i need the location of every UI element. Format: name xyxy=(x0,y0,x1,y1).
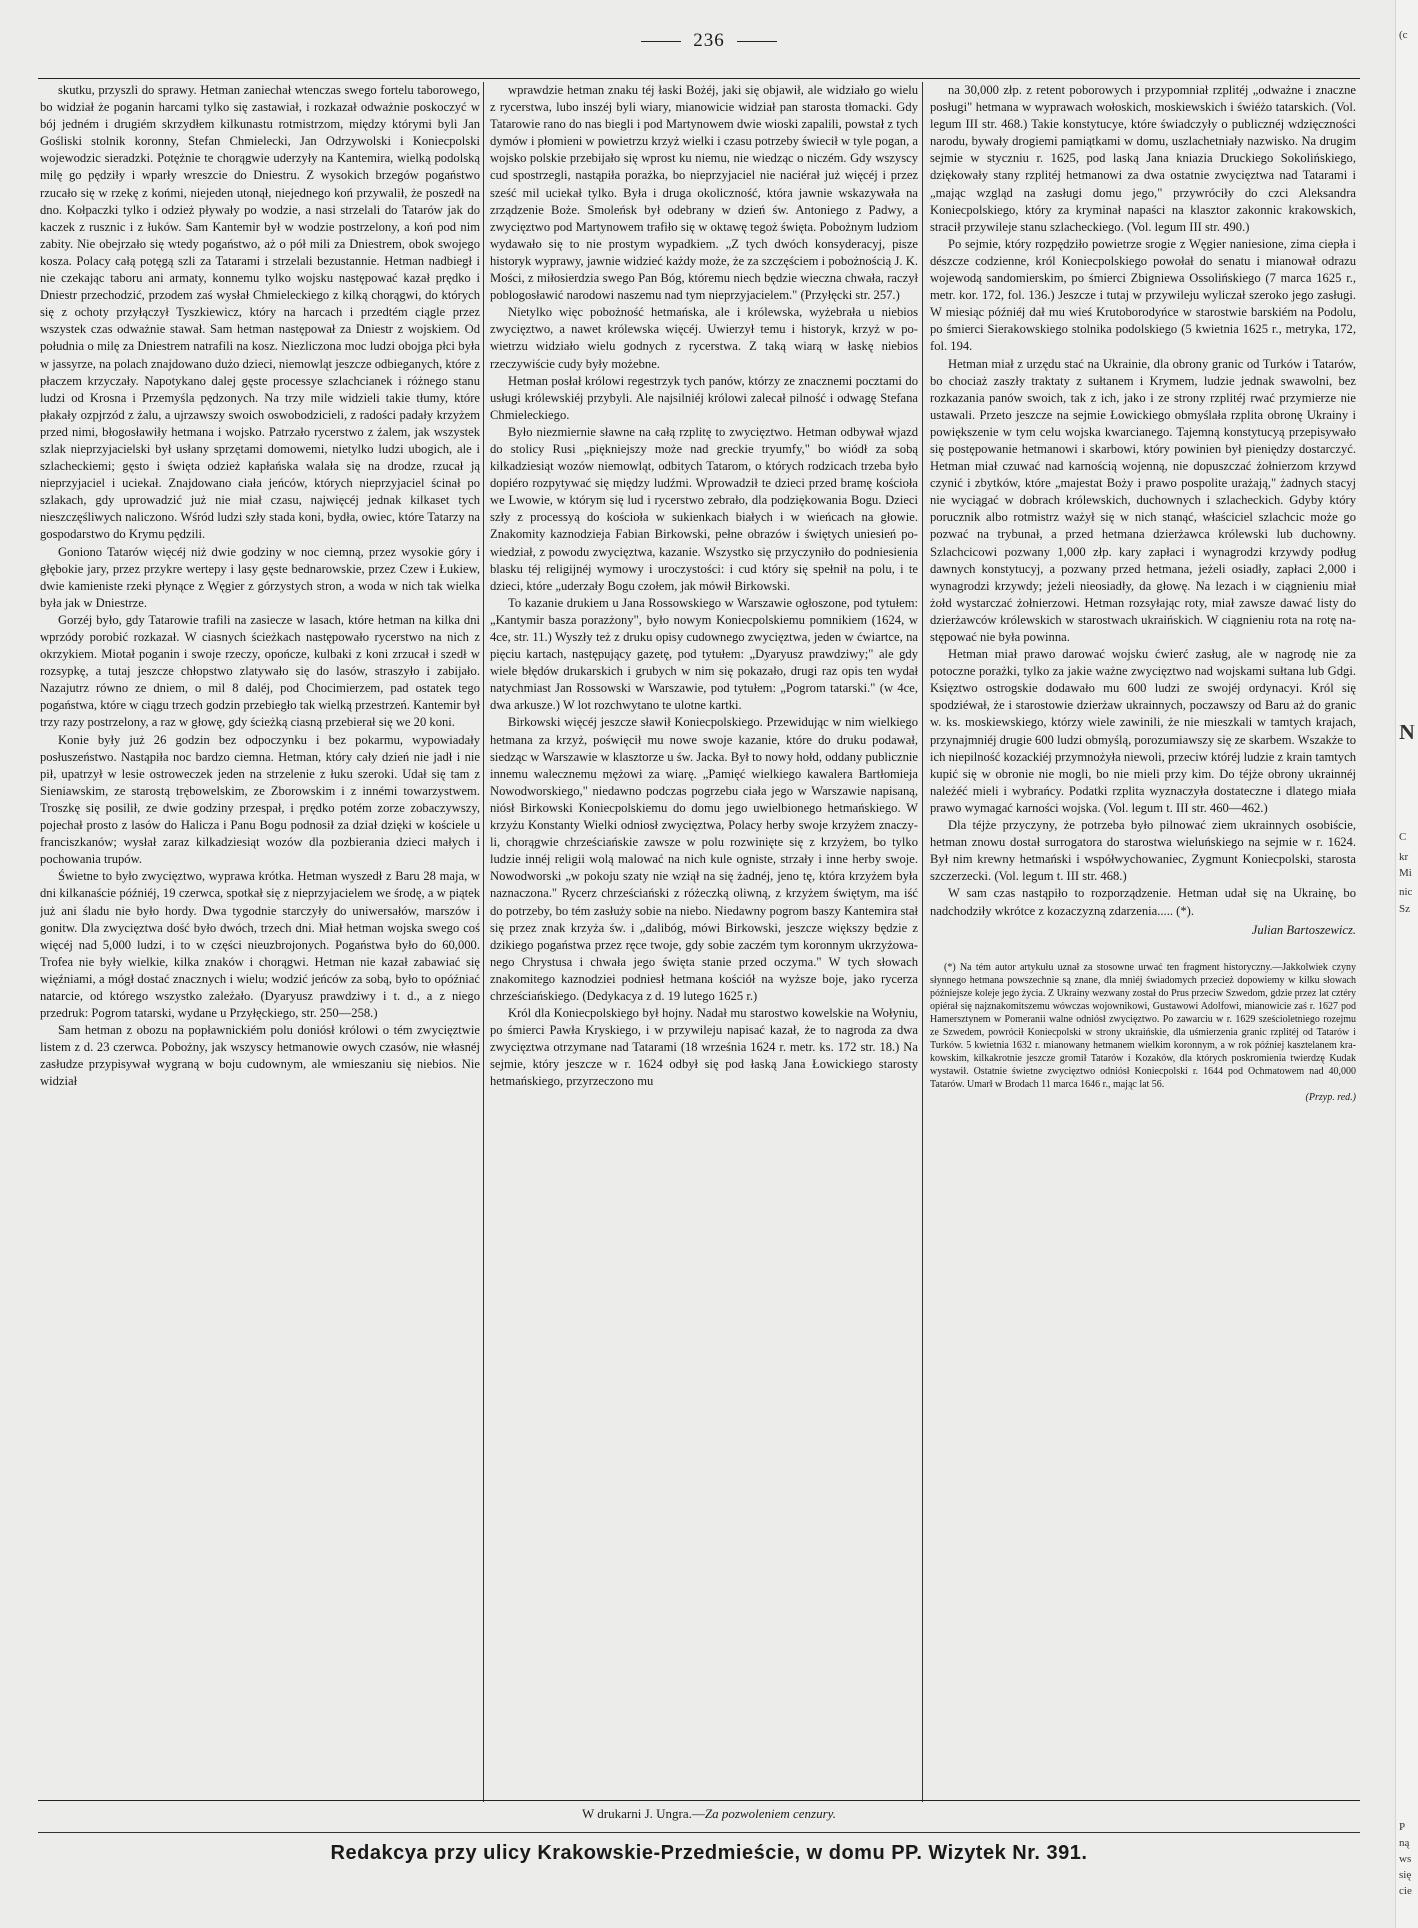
column-1 xyxy=(40,82,480,1798)
margin-fragment: N xyxy=(1399,725,1415,739)
column-1-paragraph: Konie były już 26 godzin bez odpoczynku i bez pokarmu, wypowiadały posłuszeństwo. Nastąpiła noc bardzo ciemna. Hetman, który cały dzień nie jadł i nie pił, upatrzył w lesie ostroweczek jeden na strzelenie z łuku szeroki. Udał się tam z Sieniawskim, ze starostą trębowelskim, ze Zborowskim i z innémi towarzystwem. Troszkę się posilił, ze dwie godziny przespał, i prędko potém zorze zobaczywszy, pojechał prosto z lasów do Halicza i Panu Bogu podnosił za dział dzięki w kościele u franciszkanów; wysłał zaraz kilkadziesiąt wozów dla pozbierania dzieci małych i pochowania trupów. xyxy=(40,732,480,867)
column-divider-1 xyxy=(483,82,484,1802)
column-3-paragraph: Hetman miał z urzędu stać na Ukrainie, dla obrony granic od Turków i Tatarów, bo chociaż zaszły traktaty z sułtanem i Krymem, ludzie jednak swawolni, bez rozkazania panów swoich, tak z ich, jako i ze strony rzplitéj rwać przymierze nie ustawali. Przeto jeszcze na sejmie Łowickiego obmyślała rzplita obronę Ukrainy i powiększenie w tym celu wojska kwarcianego. Tajemną konstytucyą przepisywało się postępowanie hetmanowi i skarbowi, który powinien był pieniędzy dostarczyć. Hetman miał czuwać nad karnością wojenną, nie dopuszczać żołnierzom krzywd czynić i zbytków, które „majestat Boży i prawo pospolite urażają," żadnych stacyj nie wyciągać w dobrach królewskich, duchownych i szlacheckich. Gdyby który porucznik albo rotmistrz ważył się w nich stanąć, właściciel szlachcic może go pozwać na trybunał, a przed hetmana dzierżawca królewski lub duchowny. Szlachcicowi pozwany 1,000 złp. kary zapłaci i wynagrodzi krzywdy podług dawnych konstytucyj, a pozwany przed hetmana, jeżeli osiadły, zapłaci 2,000 i wynagrodzi krzywdy; jeżeli nieosiadły, da głowę. Na lezach i w ciągnieniu miał żołd wystarczać żołnierzowi. Hetman rozsyłając roty, miał zawsze dawać listy do dzierżawców królewskich w starostwach ukraińskich. W ciągnieniu rota na rotę następować nie była powinna. xyxy=(930,356,1356,644)
column-2-paragraph: Nietylko więc pobożność hetmańska, ale i królewska, wyżebrała u niebios zwycięztwo, a nawet królewska więcéj. Uwierzył temu i historyk, krzyż w powietrzu widziało wielu godnych z rycerstwa. Z taką wiarą w łaskę niebios rzeczywiście cudy były możebne. xyxy=(490,305,918,371)
column-1-paragraph: Świetne to było zwycięztwo, wyprawa krótka. Hetman wyszedł z Baru 28 maja, w dni kilkanaście późniéj, 19 czerwca, spotkał się z nieprzyjacielem we środę, a w piątek już ani śladu nie było hordy. Dwa tygodnie starczyły do uniwersałów, marszów i gonitw. Dla zwycięztwa dość było dwóch, trzech dni. Miał hetman wojska swego coś więcéj nad 5,000 ludzi, i to w części nieuzbrojonych. Pogaństwa było do 60,000. Trofea nie były wielkie, kilka znaków i chorągwi. Hetman nie kazał zabawiać się więźniami, a mógł dostać znacznych i wielu; wodzić jeńców za sobą, było to opóźniać natarcie, od którego wszystko zależało. (Dyaryusz prawdziwy i t. d., a z niego przedruk: Pogrom tatarski, wydane u Przyłęckiego, str. 250—258.) xyxy=(40,869,480,1021)
printer-line xyxy=(0,1806,1418,1822)
page-number-text: 236 xyxy=(693,30,725,51)
top-rule xyxy=(38,78,1360,79)
column-3 xyxy=(930,82,1356,1798)
editor-footnote xyxy=(930,961,1356,1104)
column-1-paragraph: skutku, przyszli do sprawy. Hetman zaniechał wtenczas swego fortelu taborowego, bo widział że poganin harcami tylko się zastawiał, i rozkazał odważnie poskoczyć w bój jedném i drugiém skrzydłem kilkunastu rotmistrzom, między którymi byli Jan Gośliski stolnik koronny, Stefan Chmielecki, Jan Odrzywolski i Koniecpolski wojewodzic sieradzki. Potężnie te chorągwie uderzyły na Kantemira, wielką podolską milę go pędziły i wparły wreszcie do Dniestru. Z wysokich brzegów pogaństwo rzucało się w rzekę z końmi, niejeden utonął, niejednego koń przywalił, że poszedł na dno. Kołpaczki tylko i odzież pływały po wodzie, a nasi strzelali do Tatarów jak do kaczek z rusznic i z łuków. Sam Kantemir był w wodzie postrzelony, a koń pod nim zabity. Nie obejrzało się wtedy pogaństwo, aż o pół mili za Dniestrem, obok swojego kosza. Polacy całą potęgą szli za Tatarami i strzelali bezustannie. Hetman nadbiegł i nie czekając taboru ani armaty, konnemu tylko wojsku następować kazał prędko i Dniestr przechodzić, przodem zaś wysłał Chmieleckiego z kilką chorągwi, do których się z ochoty przyłączył Tyszkiewicz, który na harcach i przedtém ciągle przez wszystek czas odważnie stawał. Sam hetman następował za Dniestr z wojskiem. Od południa o milę za Dniestrem natrafili na kosz. Niezliczona moc ludzi obojga płci była w jassyrze, na polach znajdowano dużo dzieci, niemowląt jeszcze odbieganych, które z płaczem krzyczały. Napotykano dalej gęste processye szlachcianek i różnego stanu ludzi od Krosna i Przemyśla pędzonych. Na trzy mile widzieli takie tłumy, które płakały ozpjrzód z żalu, a ujrzawszy swoich oswobodzicieli, z radości padały krzyżem przed nimi, błogosławiły hetmana i wojsko. Patrzało rycerstwo z żalem, jak wszystek szlak nieprzyjacielski był usłany sprzętami domowemi, nietylko ludzi ubogich, ale i szlacheckiemi; gęsto i święta odzież kapłańska walała się na drodze, rzucał ją nieprzyjaciel i uciekał. Znajdowano ciała jeńców, których nieprzyjaciel ścinał po szlakach, gdy uprowadzić już nie miał czasu, najwięcéj jednak kilkaset tych nieszczęśliwych naliczono. Wśród ludzi szły stada koni, bydła, owiec, które Tatarzy na gospodarstwo do Krymu pędzili. xyxy=(40,83,480,542)
column-3-paragraph: W sam czas nastąpiło to rozporządzenie. Hetman udał się na Ukrainę, bo nadchodziły wkrótce z kozaczyzną zdarzenia..... (*). xyxy=(930,886,1356,918)
column-2-paragraph: Hetman posłał królowi regestrzyk tych panów, którzy ze znacznemi pocztami do usługi królewskiéj przybyli. Ale najsilniéj królowi zalecał pilność i odwagę Stefana Chmieleckiego. xyxy=(490,373,918,422)
column-1-paragraph: Gorzéj było, gdy Tatarowie trafili na zasiecze w lasach, które hetman na kilka dni wprzódy porobić rozkazał. W ciasnych ścieżkach następowało rycerstwo na nich z okrzykiem. Miotał poganin i swoje rzeczy, opończe, kulbaki z koni zrzucał i szedł w rozsypkę, a tutaj jeszcze chłopstwo zlatywało się do lasów, straszyło i zabijało. Nazajutrz równo ze dniem, o mil 8 daléj, pod Chocimierzem, pad ostatek tego pogaństwa, które w ciągu trzech godzin przebiegło tak wielką przestrzeń. Kantemir był trzy razy postrzelony, a raz w głowę, gdy ścieżką ciasną przebierał się we 20 koni. xyxy=(40,612,480,730)
column-2-paragraph: wprawdzie hetman znaku téj łaski Bożéj, jaki się objawił, ale widziało go wielu z rycerstwa, lubo inszéj byli wiary, mianowicie widział pan starosta tłomacki. Gdy Tatarowie rano do nas biegli i pod Martynowem dwie wioski zapalili, powstał z tych dymów i płomieni w powietrzu krzyż wielki i czasu potrzeby świecił w tyle pogan, a wojsko polskie przebijało się wprost ku niemu, nie wiedząc o niczém. Gdy wszyscy cud spostrzegli, nastąpiła porażka, bo nieprzyjaciel nie naciérał już więcéj i przez sześć mil uciekał tylko. Była i druga okoliczność, która jawnie wskazywała na zrządzenie Boże. Smoleńsk był odebrany w dzień św. Antoniego z Padwy, a zwycięztwo pod Martynowem trafiło się w oktawę tegoż święta. Pobożnym ludziom wydawało się to nie prostym wypadkiem. „Z tych dwóch konsyderacyj, pisze historyk wyprawy, jawnie widzieć każdy może, że za szczęściem i pobożnością J. K. Mości, z miłosierdzia swego Pan Bóg, któremu niech będzie wieczna chwała, raczył poblogosławić narodowi naszemu nad tym nieprzyjacielem." (Przyłęcki str. 257.) xyxy=(490,83,918,303)
column-2-paragraph: Król dla Koniecpolskiego był hojny. Nadał mu starostwo kowelskie na Wołyniu, po śmierci Pawła Kryskiego, i w przywileju napisać kazał, że to nagroda za dwa zwycięztwa otrzymane nad Tatarami (18 września 1624 r. metr. ks. 172 str. 18.) Na sejmie, który jeszcze w r. 1624 odbył się pod łaską Jana Łowickiego starosty hetmańskiego, przyrzeczono mu xyxy=(490,1006,918,1089)
margin-fragment: ws xyxy=(1399,1853,1412,1865)
margin-fragment: P xyxy=(1399,1821,1406,1833)
column-1-paragraph: Sam hetman z obozu na popławnickiém polu doniósł królowi o tém zwycięztwie listem z d. 23 czerwca. Pobożny, jak wszyscy hetmanowie owych czasów, nie własnéj zasłudze przypisywał wygraną w boju cudownym, ale wmieszaniu się niebios. Nie widział xyxy=(40,1023,480,1089)
page-number xyxy=(609,30,809,52)
footnote-credit: (Przyp. red.) xyxy=(1305,1091,1356,1103)
column-3-paragraph: Dla téjże przyczyny, że potrzeba było pilnować ziem ukrainnych osobiście, hetman znowu dostał surrogatora do starostwa wieluńskiego na sejmie w r. 1624. Był nim krewny hetmański i współwychowaniec, Zygmunt Koniecpolski, starosta szczerzecki. (Vol. legum t. III str. 468.) xyxy=(930,818,1356,884)
column-divider-2 xyxy=(922,82,923,1802)
column-2-paragraph: To kazanie drukiem u Jana Rossowskiego w Warszawie ogłoszone, pod tytułem: „Kantymir basza porazżony", było nowym Koniecpolskiemu pomnikiem (1624, w 4ce, str. 11.) Wyszły też z druku opisy cudownego zwycięztwa, jeden w ćwiartce, na pięciu kartach, następujący gazetę, pod tytułem: „Dyaryusz prawdziwy;" ale gdy wiele błędów drukarskich i grubych w nim się pokazało, drugi raz opis ten wydał natychmiast Jan Rossowski w Warszawie, pod tytułem: „Pogrom tatarski." (w 4ce, dwa arkusze.) W lot rozchwytano te ulotne kartki. xyxy=(490,595,918,713)
bottom-rule xyxy=(38,1800,1360,1801)
page-number-dash-right xyxy=(737,41,777,42)
margin-fragment: (c xyxy=(1399,29,1408,41)
margin-fragment: C xyxy=(1399,831,1407,843)
footnote-text: (*) Na tém autor artykułu uznał za stosowne urwać ten fragment historyczny.—Jakkolwiek czyny słynnego hetmana powszechnie są znane, dla mniéj świadomych przecież dopowiemy w kilku słowach późniejsze koleje jego życia. Z Ukrainy wezwany został do Prus przeciw Szwedom, gdzie przez lat cztéry opiérał się najznakomitszemu wówczas wojownikowi, Gustawowi Adolfowi, mianowicie zaś r. 1627 pod Hamersztynem w Pomeranii walne odniósł zwycięztwo. Po zawarciu w r. 1629 sześcioletniego rozejmu ze Szwedem, powrócił Koniecpolski w strony ukraińskie, dla uśmierzenia granic rzplitéj od Tatarów i Turków. 5 kwietnia 1632 r. mianowany hetmanem wielkim koronnym, a w rok później kasztelanem krakowskim, kilkakrotnie jeszcze gromił Tatarów i Kozaków, dla których poskromienia twierdzę Kudak wystawił. Ostatnie świetne zwycięztwo odniósł Koniecpolski r. 1644 pod Ochmatowem nad 40,000 Tatarów. Umarł w Brodach 11 marca 1646 r., mając lat 56. xyxy=(930,961,1356,1090)
censorship-note: Za pozwoleniem cenzury. xyxy=(704,1806,836,1821)
margin-fragment: cie xyxy=(1399,1885,1412,1897)
column-3-paragraph: Hetman miał prawo darować wojsku ćwierć zasług, ale w nagrodę nie za potoczne porażki, tylko za jakie ważne zwycięztwo nad wojskami sułtana lub Gdgi. Księztwo ostrogskie dodawało mu 600 ludzi ze swojéj ordynacyi. Król się spodziéwał, że i starostowie dzierżaw ukrainnych, poczawszy od Baru aż do granic w. ks. moskiewskiego, którzy wiele zawinili, że nie mieszkali w tamtych krajach, przynajmniéj drugie 600 ludzi obmyślą, porozumiawszy się ze skarbem. Wszakże to ich niepilność kozackiéj przymnożyła niewoli, przeciw któréj ludzie z krain tamtych kupić się w obronie nie mogli, bo nie mieli przy kim. Do téjże obrony ukrainnéj należéć mieli i wybrańcy. Podatki rzplita wyznaczyła dostateczne i dlatego miała prawo wymagać karności wojska. (Vol. legum t. III str. 460—462.) xyxy=(930,647,1356,815)
author-signature: Julian Bartoszewicz. xyxy=(1251,922,1356,937)
column-2-paragraph: Było niezmiernie sławne na całą rzplitę to zwycięztwo. Hetman odbywał wjazd do stolicy Rusi „piękniejszy może nad greckie tryumfy," bo wiódł za sobą kilkadziesiąt wozów niemowląt, odbitych Tatarom, o których rodzicach trzeba było dopiéro rozpytywać się między ludźmi. Wprowadził te dzieci przed bramę kościoła we Lwowie, w którym się lud i rycerstwo zebrało, dla podziękowania Bogu. Dzieci szły z processyą do kościoła w sukienkach białych i w wieńcach na głowie. Znakomity kaznodzieja Fabian Birkowski, pełne obrazów i świętych uniesień powiedział, z powodu zwycięztwa, kazanie. Wszystko się przyczyniło do podniesienia blasku téj religijnéj wymowy i uroczystości: i cud który się spełnił na polu, i te dzieci, które „uderzały Bogu czołem, jak mówił Birkowski. xyxy=(490,424,918,593)
printer-name: W drukarni J. Ungra.— xyxy=(582,1806,705,1821)
bottom-rule-2 xyxy=(38,1832,1360,1833)
page-number-dash-left xyxy=(641,41,681,42)
margin-fragment: kr xyxy=(1399,851,1409,863)
column-2-paragraph: Birkowski więcéj jeszcze sławił Koniecpolskiego. Przewidując w nim wielkiego hetmana za krzyż, poświęcił mu nowe swoje kazanie, które do druku podawał, siedząc w Warszawie w klasztorze u św. Jacka. Był to nowy hołd, oddany publicznie innemu walecznemu mężowi za wiarę. „Pamięć wielkiego kawalera Bartłomieja Nowodworskiego," niedawno podczas pogrzebu ciała jego w Warszawie napisaną, niósł Birkowski Koniecpolskiemu do domu jego uwielbionego hetmańskiego. W krzyżu Konstanty Wielki odniosł zwycięztwa, Polacy herby swoje krzyżem znaczyli, chorągwie chrześciańskie zawsze w polu rozwinięte się z krzyżem, bo tylko ludzie innéj religii wolą malować na nich kule ogniste, strzały i inne herby swoje. Nowodworski „w pokoju szaty nie wziął na się żadnéj, jeno tę, która krzyżem była naznaczona." Rycerz chrześciański z różeczką oliwną, z krzyżem świętym, ma iść do potrzeby, bo tém zasłuży sobie na niebo. Niedawny pogrom baszy Kantemira stał się przez znak krzyża św. i „dalibóg, mówi Birkowski, jeszcze większy będzie z dzikiego pogaństwa przez ręce twoje, gdy sobie zaczém tym koronnym ukrzyżowanego Chrystusa i chwała jego święta stanie przed oczyma." W tych słowach znakomitego kaznodziei podniesł hetmana kościół na wyższe boje, jako rycerza chrześciańskiego. (Dedykacya z d. 19 lutego 1625 r.) xyxy=(490,715,918,1003)
margin-fragment: nic xyxy=(1399,886,1413,898)
margin-fragment: ną xyxy=(1399,1837,1410,1849)
margin-fragment: Mi xyxy=(1399,867,1412,879)
editorial-address: Redakcya przy ulicy Krakowskie-Przedmieście, w domu PP. Wizytek Nr. 391. xyxy=(330,1842,1088,1864)
column-2 xyxy=(490,82,918,1798)
column-3-paragraph: Po sejmie, który rozpędziło powietrze srogie z Węgier naniesione, zima ciepła i dészcze codzienne, król Koniecpolskiego powołał do senatu i mianował odrazu wojewodą sandomierskim, po śmierci Zbigniewa Ossolińskiego (7 marca 1625 r., metr. kor. 172, fol. 136.) Jeszcze i tutaj w przywileju wyliczał szeroko jego zasługi. W miesiąc późniéj dał mu wieś Krutoborodyńce w starostwie barskiém na Podolu, po śmierci Sierakowskiego stolnika podolskiego (5 kwietnia 1625 r., metryka, 172, fol. 194. xyxy=(930,236,1356,354)
margin-fragment: się xyxy=(1399,1869,1412,1881)
column-3-paragraph: na 30,000 złp. z retent poborowych i przypomniał rzplitéj „odważne i znaczne posługi" hetmana w wyprawach wołoskich, moskiewskich i świéżo tatarskich. (Vol. legum III str. 468.) Takie konstytucye, które świadczyły o publicznéj wdzięczności narodu, bywały drogiemi pamiątkami w domu, uszlachetniały nazwisko. Na drugim sejmie w styczniu r. 1625, pod laską Jana kniazia Druckiego Sokolińskiego, dziękowały stany rzplitéj hetmanowi za dwa ostatnie zwycięztwa nad Tatarami i „mając wzgląd na zasługi domu jego," przywróciły do czci Aleksandra Koniecpolskiego, który za kryminał napaści na klasztor zakonnic krakowskich, stracił przywileje stanu szlacheckiego. (Vol. legum III str. 490.) xyxy=(930,83,1356,234)
adjacent-page-edge xyxy=(1395,0,1418,1928)
column-1-paragraph: Goniono Tatarów więcéj niż dwie godziny w noc ciemną, przez wysokie góry i głębokie jary, przez przykre wertepy i lasy gęste bednarowskie, przez Czew i Łukiew, dwie kamieniste rzeki płynące z Węgier z górzystych stron, a woda w nich tak wielka była jak w Dniestrze. xyxy=(40,544,480,610)
margin-fragment: Sz xyxy=(1399,903,1410,915)
